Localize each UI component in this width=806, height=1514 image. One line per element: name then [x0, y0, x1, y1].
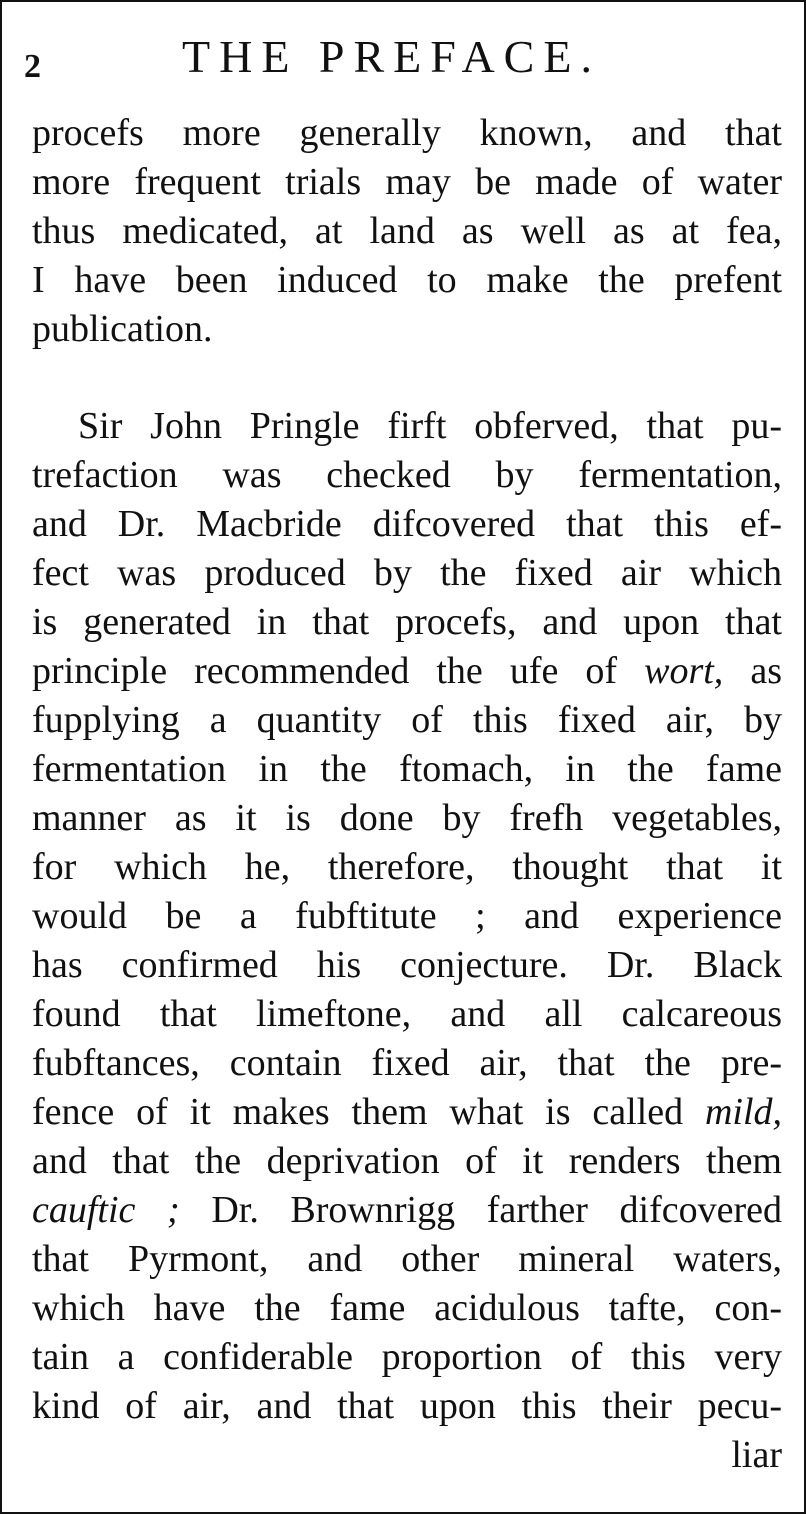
text-line: is generated in that procefs, and upon that [32, 601, 782, 643]
page-header [2, 30, 804, 90]
text-line: and that the deprivation of it renders them [32, 1140, 782, 1182]
text-line: would be a fubftitute ; and experience [32, 895, 782, 937]
text-line: thus medicated, at land as well as at fea, [32, 210, 782, 252]
text-line: that Pyrmont, and other mineral waters, [32, 1238, 782, 1280]
paragraph-2 [32, 402, 782, 1480]
paragraph-1 [32, 109, 782, 354]
text-line: fupplying a quantity of this fixed air, by [32, 699, 782, 741]
text-segment: as [750, 650, 782, 692]
running-head: THE PREFACE. [182, 31, 601, 82]
text-segment: principle recommended the ufe of [32, 650, 618, 692]
text-line: has confirmed his conjecture. Dr. Black [32, 944, 782, 986]
text-line: kind of air, and that upon this their pecu- [32, 1385, 782, 1427]
text-line: fubftances, contain fixed air, that the pre- [32, 1042, 782, 1084]
text-segment: Dr. Brownrigg farther difcovered [211, 1189, 782, 1231]
text-line: procefs more generally known, and that [32, 112, 782, 154]
italic-word-mild: mild, [704, 1091, 782, 1133]
text-line: trefaction was checked by fermentation, [32, 454, 782, 496]
text-line: and Dr. Macbride difcovered that this ef- [32, 503, 782, 545]
text-line: which have the fame acidulous tafte, con- [32, 1287, 782, 1329]
text-line: publication. [32, 308, 213, 350]
page-number: 2 [24, 48, 41, 85]
text-line: fect was produced by the fixed air which [32, 552, 782, 594]
text-line-with-italic [32, 647, 782, 696]
text-line: fermentation in the ftomach, in the fame [32, 748, 782, 790]
italic-word-wort: wort, [644, 650, 724, 692]
catchword: liar [731, 1434, 782, 1476]
text-line: found that limeftone, and all calcareous [32, 993, 782, 1035]
text-line: tain a confiderable proportion of this very [32, 1336, 782, 1378]
text-line-with-italic [32, 1186, 782, 1235]
text-line: I have been induced to make the prefent [32, 259, 782, 301]
text-line: for which he, therefore, thought that it [32, 846, 782, 888]
text-segment: fence of it makes them what is called [32, 1091, 684, 1133]
italic-word-caustic: cauftic ; [32, 1189, 180, 1231]
text-line: Sir John Pringle firft obferved, that pu- [78, 405, 782, 447]
text-line: more frequent trials may be made of water [32, 161, 782, 203]
text-line-with-italic [32, 1088, 782, 1137]
text-line: manner as it is done by frefh vegetables, [32, 797, 782, 839]
